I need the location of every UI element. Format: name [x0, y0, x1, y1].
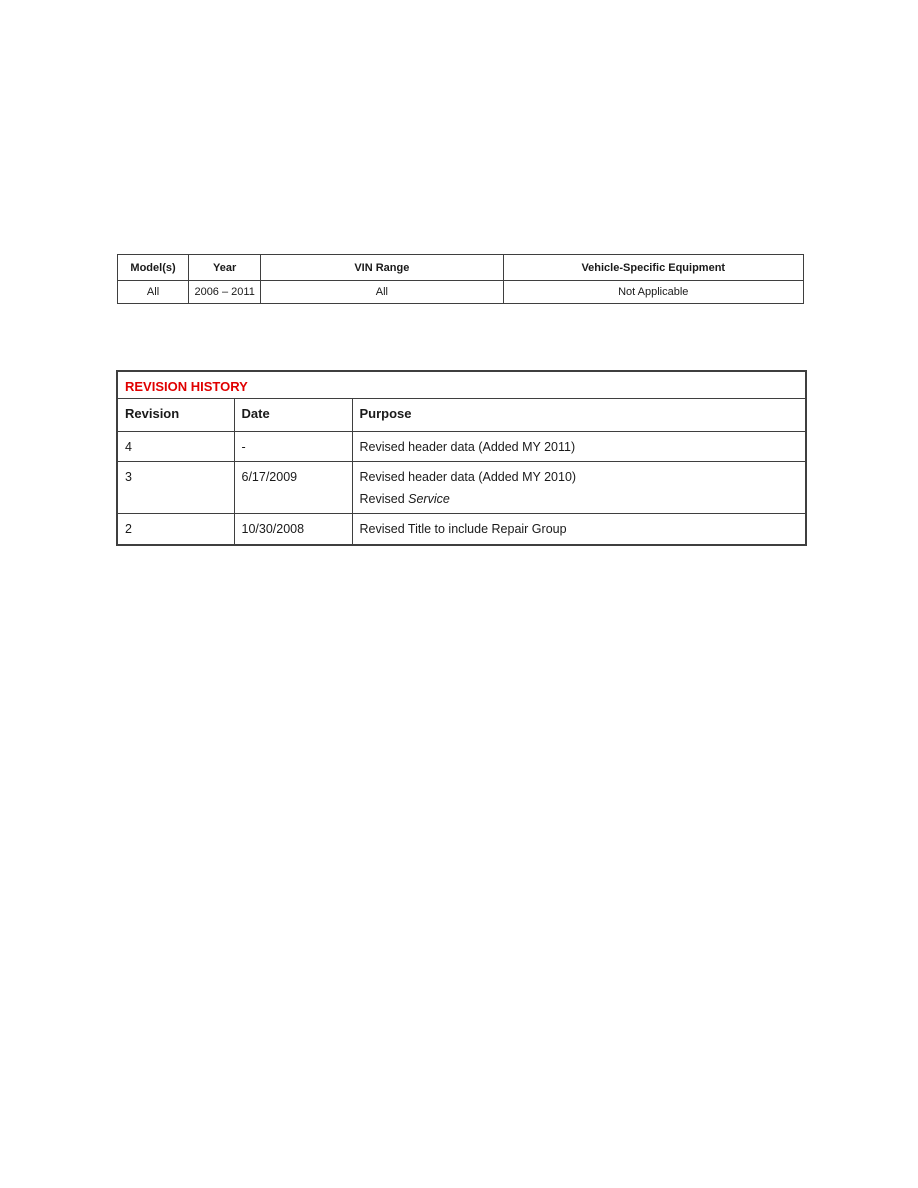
year-cell: 2006 – 2011 [189, 281, 261, 304]
revision-history-title-row [117, 371, 806, 399]
date-cell: - [234, 432, 352, 462]
date-cell: 10/30/2008 [234, 514, 352, 545]
revision-table-header-row [117, 399, 806, 432]
vehicle-applicability-table [117, 254, 804, 304]
column-header-vehicle-specific-equipment: Vehicle-Specific Equipment [503, 255, 803, 281]
revision-cell: 4 [117, 432, 234, 462]
purpose-line-2-prefix: Revised [359, 492, 409, 506]
column-header-date: Date [234, 399, 352, 432]
purpose-line-1: Revised header data (Added MY 2010) [359, 470, 577, 484]
vehicle-specific-equipment-cell: Not Applicable [503, 281, 803, 304]
revision-history-table [116, 370, 807, 546]
column-header-revision: Revision [117, 399, 234, 432]
vehicle-table-row [118, 281, 804, 304]
date-cell: 6/17/2009 [234, 462, 352, 514]
purpose-cell [352, 462, 806, 514]
purpose-line-2-italic-word: Service [408, 492, 450, 506]
revision-row-2 [117, 514, 806, 545]
purpose-cell: Revised Title to include Repair Group [352, 514, 806, 545]
column-header-purpose: Purpose [352, 399, 806, 432]
revision-row-3 [117, 462, 806, 514]
column-header-year: Year [189, 255, 261, 281]
revision-cell: 3 [117, 462, 234, 514]
vehicle-table-header-row [118, 255, 804, 281]
purpose-line-2 [360, 488, 800, 510]
purpose-cell: Revised header data (Added MY 2011) [352, 432, 806, 462]
revision-cell: 2 [117, 514, 234, 545]
column-header-vin-range: VIN Range [261, 255, 503, 281]
column-header-models: Model(s) [118, 255, 189, 281]
models-cell: All [118, 281, 189, 304]
revision-row-4 [117, 432, 806, 462]
revision-history-title: REVISION HISTORY [117, 371, 806, 399]
vin-range-cell: All [261, 281, 503, 304]
